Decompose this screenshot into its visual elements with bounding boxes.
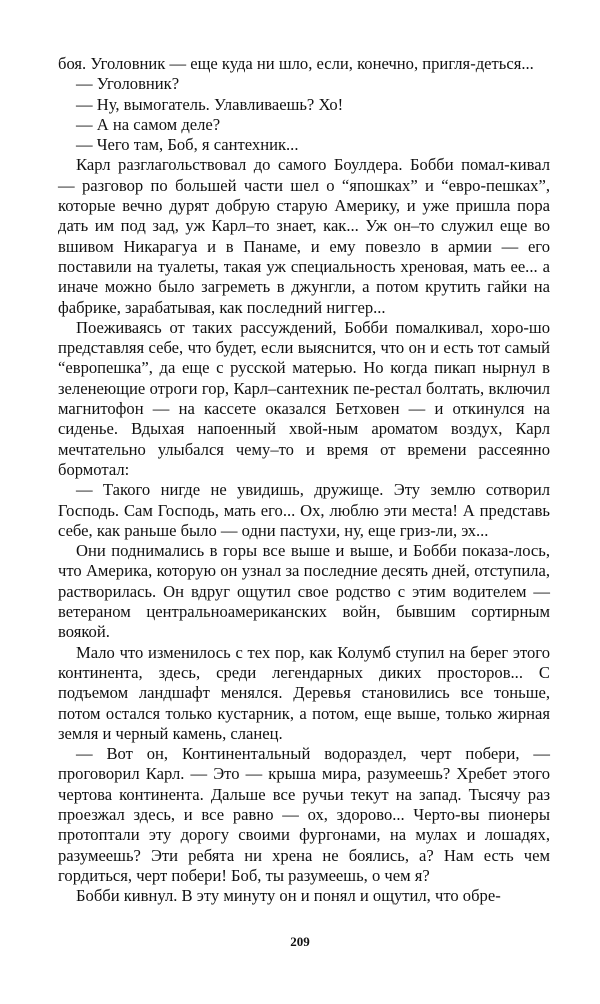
paragraph: Поеживаясь от таких рассуждений, Бобби помалкивал, хоро-шо представляя себе, что будет, если выяснится, что он и есть тот самый “европешка”, да еще с русской матерью. Но когда пикап нырнул в зеленеющие отроги гор, Карл–сантехник пе-рестал болтать, включил магнитофон — на кассете оказался Бетховен — и откинулся на сиденье. Вдыхая напоенный хвой-ным ароматом воздух, Карл мечтательно улыбался чему–то и время от времени рассеянно бормотал:: [58, 317, 550, 479]
paragraph: Мало что изменилось с тех пор, как Колумб ступил на берег этого континента, здесь, среди легендарных диких просторов... С подъемом ландшафт менялся. Деревья становились все тоньше, потом остался только кустарник, а потом, еще выше, только жирная земля и черный камень, сланец.: [58, 642, 550, 743]
paragraph: Они поднимались в горы все выше и выше, и Бобби показа-лось, что Америка, которую он узнал за последние десять дней, отступила, растворилась. Он вдруг ощутил свое родство с этим водителем — ветераном центральноамериканских войн, бывшим сортирным воякой.: [58, 541, 550, 642]
paragraph-dialogue: — Уголовник?: [76, 74, 180, 94]
paragraph: Бобби кивнул. В эту минуту он и понял и ощутил, что обре-: [76, 886, 501, 906]
paragraph: — Такого нигде не увидишь, дружище. Эту землю сотворил Господь. Сам Господь, мать его... Ох, люблю эти места! А представь себе, как раньше было — одни пастухи, ну, еще гриз-ли, эх...: [58, 480, 550, 540]
paragraph-dialogue: — Чего там, Боб, я сантехник...: [76, 135, 299, 155]
paragraph-dialogue: — Ну, вымогатель. Улавливаешь? Хо!: [76, 94, 344, 114]
book-page-text: [58, 54, 550, 954]
page-number: 209: [290, 934, 310, 949]
paragraph: Карл разглагольствовал до самого Боулдера. Бобби помал-кивал — разговор по большей части шел о “япошках” и “евро-пешках”, которые вечно дурят добрую старую Америку, и уже пришла пора дать им под зад, уж Карл–то знает, как... Уж он–то служил еще во вшивом Никарагуа и в Панаме, и ему повезло в армии — его поставили на туалеты, такая уж специальность хреновая, мать ее... а иначе можно было загреметь в джунгли, а потом крутить гайки на фабрике, зарабатывая, как последний ниггер...: [58, 155, 550, 317]
paragraph-dialogue: — А на самом деле?: [76, 114, 221, 134]
paragraph: — Вот он, Континентальный водораздел, черт побери, — проговорил Карл. — Это — крыша мира, разумеешь? Хребет этого чертова континента. Дальше все ручьи текут на запад. Тысячу раз проезжал здесь, и все равно — ох, здорово... Черто-вы пионеры протоптали эту дорогу своими фургонами, на мулах и лошадях, разумеешь? Эти ребята ни хрена не боялись, а? Нам есть чем гордиться, черт побери! Боб, ты разумеешь, о чем я?: [58, 744, 550, 885]
paragraph-continuation: боя. Уголовник — еще куда ни шло, если, конечно, пригля-деться...: [58, 54, 534, 73]
